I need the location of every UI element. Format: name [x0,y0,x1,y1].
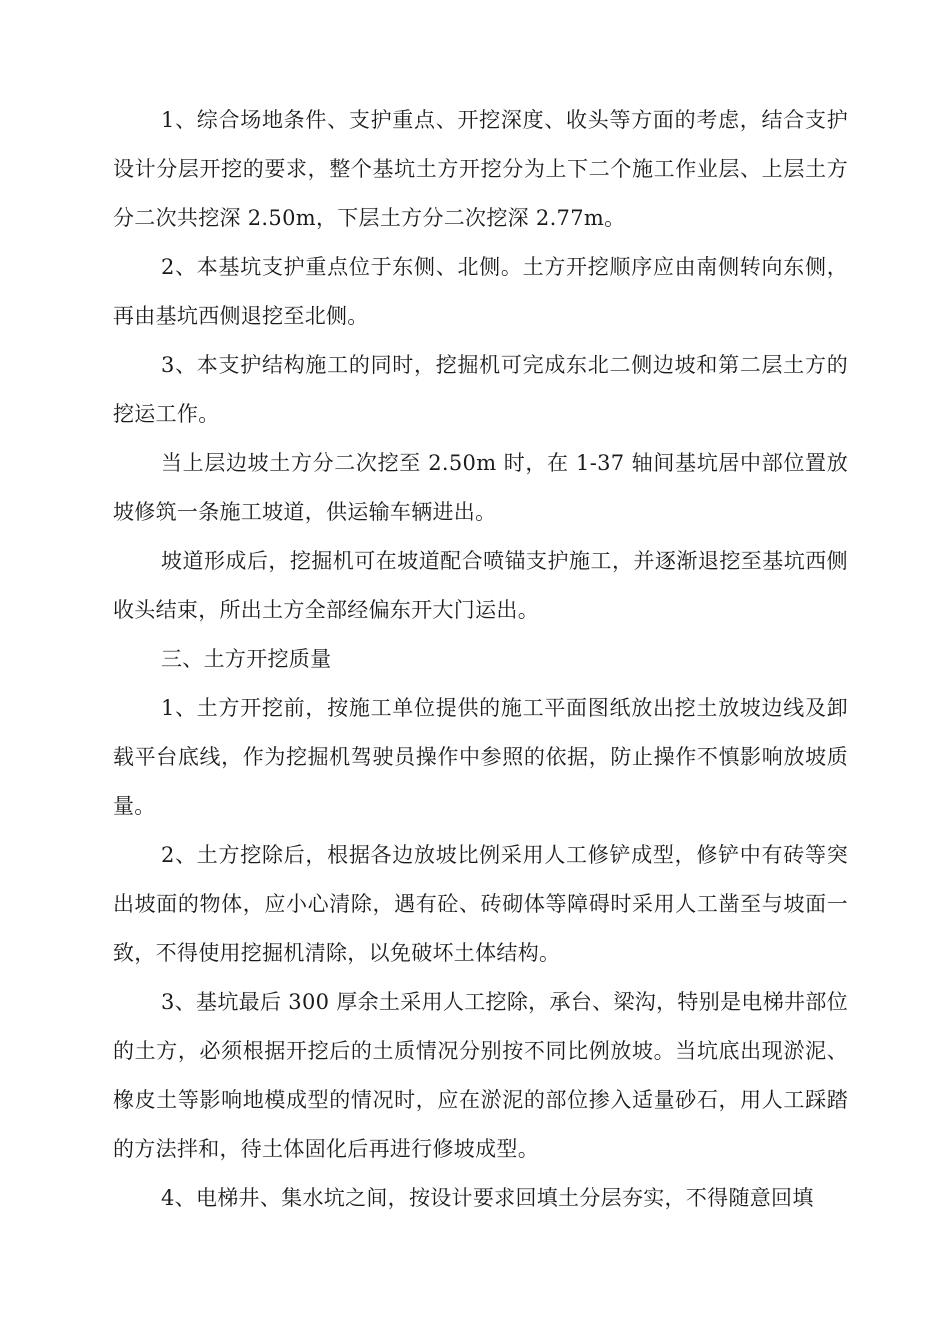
paragraph-pre-excavation: 1、土方开挖前，按施工单位提供的施工平面图纸放出挖土放坡边线及卸载平台底线，作为挖掘机驾驶员操作中参照的依据，防止操作不慎影响放坡质量。 [113,696,848,818]
paragraph-support-construction: 3、本支护结构施工的同时，挖掘机可完成东北二侧边坡和第二层土方的挖运工作。 [113,353,848,426]
paragraph-elevator-pit: 4、电梯井、集水坑之间，按设计要求回填土分层夯实，不得随意回填 [161,1186,814,1210]
paragraph-excavation-layers: 1、综合场地条件、支护重点、开挖深度、收头等方面的考虑，结合支护设计分层开挖的要求，整个基坑土方开挖分为上下二个施工作业层、上层土方分二次共挖深 2.50m，下层土方分二次挖深 2.77m。 [113,108,848,230]
paragraph-support-focus: 2、本基坑支护重点位于东侧、北侧。土方开挖顺序应由南侧转向东侧，再由基坑西侧退挖至北侧。 [113,255,848,328]
paragraph-ramp-construction: 当上层边坡土方分二次挖至 2.50m 时，在 1-37 轴间基坑居中部位置放坡修筑一条施工坡道，供运输车辆进出。 [113,451,848,524]
paragraph-final-layer: 3、基坑最后 300 厚余土采用人工挖除，承台、梁沟，特别是电梯井部位的土方，必须根据开挖后的土质情况分别按不同比例放坡。当坑底出现淤泥、橡皮土等影响地模成型的情况时，应在淤泥的部位掺入适量砂石，用人工踩踏的方法拌和，待土体固化后再进行修坡成型。 [113,990,848,1161]
paragraph-slope-trimming: 2、土方挖除后，根据各边放坡比例采用人工修铲成型，修铲中有砖等突出坡面的物体，应小心清除，遇有砼、砖砌体等障碍时采用人工凿至与坡面一致，不得使用挖掘机清除，以免破坏土体结构。 [113,843,848,965]
paragraph-ramp-completion: 坡道形成后，挖掘机可在坡道配合喷锚支护施工，并逐渐退挖至基坑西侧收头结束，所出土方全部经偏东开大门运出。 [113,549,848,622]
section-heading-quality: 三、土方开挖质量 [161,647,332,671]
